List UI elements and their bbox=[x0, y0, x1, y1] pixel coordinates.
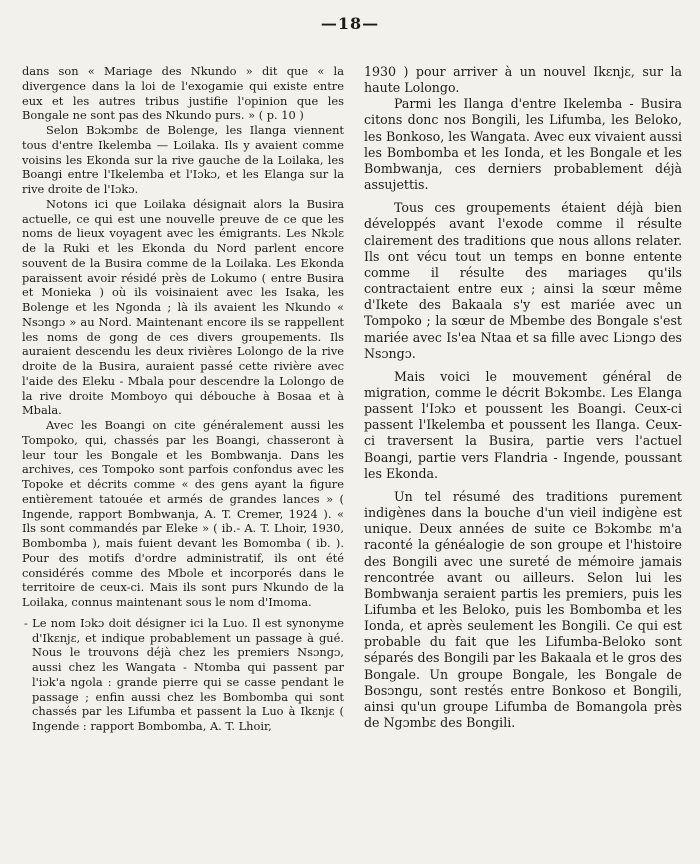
paragraph: Parmi les Ilanga d'entre Ikelemba - Busira citons donc nos Bongili, les Lifumba, les Beloko, les Bonkoso, les Wangata. Avec eux vivaient aussi les Bombomba et les Ionda, et les Bongale et les Bombwanja, ces derniers probablement déjà assujettis. bbox=[364, 96, 682, 193]
paragraph: Un tel résumé des traditions purement indigènes dans la bouche d'un vieil indigène est unique. Deux années de suite ce Bɔkɔmbɛ m'a raconté la généalogie de son groupe et l'histoire des Bongili avec une sureté de mémoire jamais rencontrée avant ou ailleurs. Selon lui les Bombwanja seraient partis les premiers, puis les Lifumba et les Beloko, puis les Bombomba et les Ionda, et après seulement les Bongili. Ce qui est probable du fait que les Lifumba-Beloko sont séparés des Bongili par les Bakaala et le gros des Bongale. Un groupe Bongale, les Bongale de Bosɔngu, sont restés entre Bonkoso et Bongili, ainsi qu'un groupe Lifumba de Bomangola près de Ngɔmbɛ des Bongili. bbox=[364, 488, 682, 731]
paragraph: Notons ici que Loilaka désignait alors la Busira actuelle, ce qui est une nouvelle preuve de ce que les noms de lieux voyagent avec les émigrants. Les Nkɔlɛ de la Ruki et les Ekonda du Nord parlent encore souvent de la Busira comme de la Loilaka. Les Ekonda paraissent avoir résidé près de Lokumo ( entre Busira et Monieka ) où ils voisinaient avec les Isaka, les Bolenge et les Ngonda ; là ils avaient les Nkundo « Nsɔngɔ » au Nord. Maintenant encore ils se rappellent les noms de gong de ces divers groupements. Ils auraient descendu les deux rivières Lolongo de la rive droite de la Busira, auraient passé cette rivière avec l'aide des Eleku - Mbala pour descendre la Lolongo de la rive droite Momboyo qui débouche à Bosaa et à Mbala. bbox=[22, 196, 344, 418]
paragraph: Avec les Boangi on cite généralement aussi les Tompoko, qui, chassés par les Boangi, chasseront à leur tour les Bongale et les Bombwanja. Dans les archives, ces Tompoko sont parfois confondus avec les Topoke et décrits comme « des gens ayant la figure entièrement tatouée et armés de grandes lances » ( Ingende, rapport Bombwanja, A. T. Cremer, 1924 ). « Ils sont commandés par Eleke » ( ib.- A. T. Lhoir, 1930, Bombomba ), mais fuient devant les Bomomba ( ib. ). Pour des motifs d'ordre administratif, ils ont été considérés comme des Mbole et incorporés dans le territoire de ceux-ci. Mais ils sont purs Nkundo de la Loilaka, connus maintenant sous le nom d'Imoma. bbox=[22, 418, 344, 609]
footnote: - Le nom Iɔkɔ doit désigner ici la Luo. Il est synonyme d'Ikɛnjɛ, et indique probablement un passage à gué. Nous le trouvons déjà chez les premiers Nsɔngɔ, aussi chez les Wangata - Ntomba qui passent par l'iɔk'a ngola : grande pierre qui se casse pendant le passage ; enfin aussi chez les Bombomba qui sont chassés par les Lifumba et passent la Luo à Ikɛnjɛ ( Ingende : rapport Bombomba, A. T. Lhoir, bbox=[24, 615, 344, 733]
paragraph: Tous ces groupements étaient déjà bien développés avant l'exode comme il résulte clairement des traditions que nous allons relater. Ils ont vécu tout un temps en bonne entente comme il résulte des mariages qu'ils contractaient entre eux ; ainsi la sœur même d'Ikete des Bakaala s'y est mariée avec un Tompoko ; la sœur de Mbembe des Bongale s'est mariée avec Is'ea Ntaa et sa fille avec Liɔngɔ des Nsɔngɔ. bbox=[364, 200, 682, 361]
paragraph: 1930 ) pour arriver à un nouvel Ikɛnjɛ, sur la haute Lolongo. bbox=[364, 64, 682, 96]
page-number: —18— bbox=[320, 14, 380, 33]
paragraph: Selon Bɔkɔmbɛ de Bolenge, les Ilanga viennent tous d'entre Ikelemba — Loilaka. Ils y avaient comme voisins les Ekonda sur la rive gauche de la Loilaka, les Boangi entre l'Ikelemba et l'Iɔkɔ, et les Elanga sur la rive droite de l'Iɔkɔ. bbox=[22, 123, 344, 196]
left-column bbox=[22, 64, 344, 734]
paragraph: dans son « Mariage des Nkundo » dit que « la divergence dans la loi de l'exogamie qui existe entre eux et les autres tribus justifie l'opinion que les Bongale ne sont pas des Nkundo purs. » ( p. 10 ) bbox=[22, 64, 344, 123]
right-column bbox=[364, 64, 682, 731]
paragraph: Mais voici le mouvement général de migration, comme le décrit Bɔkɔmbɛ. Les Elanga passent l'Iɔkɔ et poussent les Boangi. Ceux-ci passent l'Ikelemba et poussent les Ilanga. Ceux-ci traversent la Busira, partie vers l'actuel Boangi, partie vers Flandria - Ingende, poussant les Ekonda. bbox=[364, 368, 682, 481]
